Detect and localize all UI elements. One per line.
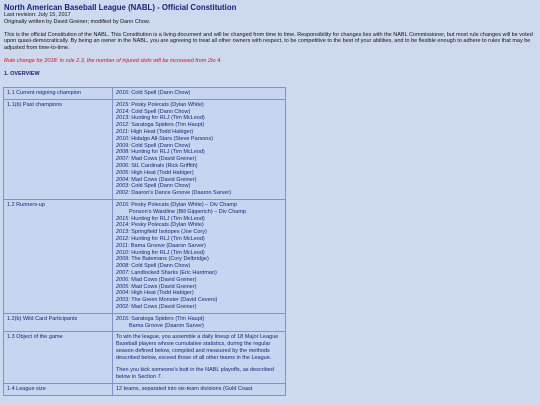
entry-team: Mad Cows (David Greiner): [129, 276, 197, 283]
entry-team: Pesky Polecats (Dylan White) – Div Champ: [129, 201, 238, 208]
list-item: [116, 156, 282, 163]
entry-year: 2012:: [116, 122, 130, 129]
list-item: [116, 90, 282, 97]
overview-table: [3, 87, 286, 396]
entry-team: Hunting for RLJ (Tim McLeod): [129, 215, 205, 222]
row-label: 1.1(b) Past champions: [4, 99, 113, 199]
list-item: [116, 304, 282, 311]
table-row: [4, 384, 286, 396]
list-item: [116, 190, 282, 197]
list-item: [116, 270, 282, 277]
runners-up-cell: [113, 199, 286, 313]
list-item: [116, 243, 282, 250]
entry-year: 2014:: [116, 222, 130, 229]
entry-year: 2016:: [116, 201, 130, 208]
cell-paragraph: 12 teams, separated into six-team divisions (Gold Coast: [116, 386, 253, 393]
entry-year: 2015:: [116, 215, 130, 222]
entry-team: Saratoga Spiders (Tim Haupt): [129, 315, 205, 322]
entry-year: 2003:: [116, 183, 130, 190]
entry-team: Pesky Polecats (Dylan White): [129, 222, 204, 229]
current-champion-cell: [113, 88, 286, 100]
entry-year: 2015:: [116, 101, 130, 108]
entry-year: 2009:: [116, 256, 130, 263]
entry-year: 2007:: [116, 269, 130, 276]
list-item: [116, 129, 282, 136]
table-row: [4, 99, 286, 199]
entry-year: 2007:: [116, 156, 130, 163]
entry-year: 2005:: [116, 169, 130, 176]
entry-year: 2006:: [116, 162, 130, 169]
cell-paragraph: To win the league, you assemble a daily lineup of 18 Major League Baseball players whose cumulative statistics, during the regular season defined below, compiled and measured by the methods described below, exceed those of all other teams in the League.: [116, 334, 279, 361]
intro-paragraph: This is the official Constitution of the NABL. This Constitution is a living document and will be changed from time to time. Responsibility for changes lies with the NABL Commissioner, but most rule changes will be voted upon quasi-democratically. By being an owner in the NABL, you are agreeing to treat all other owners with respect, to be competitive to the best of your abilities, and to be flexible enough to adhere to rules that may be adjusted from time-to-time.: [4, 31, 533, 52]
list-item: [116, 115, 282, 122]
entry-team: Cold Spell (Dann Chow): [129, 142, 191, 149]
entry-team: Mad Cows (David Greiner): [129, 303, 197, 310]
list-item: [116, 149, 282, 156]
author-credit: Originally written by David Greiner; modified by Dann Chow.: [4, 18, 151, 25]
entry-team: Ponson's Waistline (Bill Gipperich) – Div Champ: [129, 208, 246, 215]
entry-team: Hunting for RLJ (Tim McLeod): [129, 249, 205, 256]
list-item: [116, 222, 282, 229]
section-heading: 1. OVERVIEW: [4, 70, 40, 77]
entry-year: 2003:: [116, 297, 130, 304]
entry-team: Mad Cows (David Greiner): [129, 176, 197, 183]
entry-team: Saratoga Spiders (Tim Haupt): [129, 122, 205, 129]
entry-year: 2004:: [116, 290, 130, 297]
page-title: North American Baseball League (NABL) - Official Constitution: [4, 3, 237, 12]
list-item: [116, 209, 282, 216]
entry-year: 2010:: [116, 135, 130, 142]
entry-team: Daaron's Dance Groove (Daaron Sarver): [129, 190, 232, 197]
list-item: [116, 163, 282, 170]
list-item: [116, 136, 282, 143]
list-item: [116, 170, 282, 177]
table-row: [4, 88, 286, 100]
entry-team: High Heat (Todd Habiger): [129, 169, 194, 176]
list-item: [116, 297, 282, 304]
entry-team: Cold Spell (Dann Chow): [129, 90, 191, 96]
list-item: [116, 263, 282, 270]
entry-team: Bama Groove (Daaron Sarver): [129, 322, 204, 329]
list-item: [116, 290, 282, 297]
entry-team: Hunting for RLJ (Tim McLeod): [129, 115, 205, 122]
entry-team: Mad Cows (David Greiner): [129, 283, 197, 290]
table-row: [4, 199, 286, 313]
list-item: [116, 183, 282, 190]
entry-year: 2005:: [116, 283, 130, 290]
list-item: [116, 122, 282, 129]
entry-year: 2012:: [116, 235, 130, 242]
list-item: [116, 202, 282, 209]
table-row: [4, 313, 286, 332]
entry-year: 2004:: [116, 176, 130, 183]
document-page: [4, 3, 536, 78]
wild-card-cell: [113, 313, 286, 332]
list-item: [116, 109, 282, 116]
entry-team: Hunting for RLJ (Tim McLeod): [129, 149, 205, 156]
entry-year: 2013:: [116, 229, 130, 236]
entry-year: 2002:: [116, 190, 130, 197]
entry-year: 2011:: [116, 242, 130, 249]
entry-team: Cold Spell (Dann Chow): [129, 263, 191, 270]
list-item: [116, 236, 282, 243]
entry-team: Cold Spell (Dann Chow): [129, 108, 191, 115]
entry-team: Mad Cows (David Greiner): [129, 156, 197, 163]
cell-paragraph: Then you kick someone's butt in the NABL playoffs, as described below in Section 7.: [116, 367, 274, 381]
entry-team: Springfield Isotopes (Joe Cory): [129, 229, 207, 236]
entry-team: High Heat (Todd Habiger): [129, 128, 194, 135]
rule-change-note: Rule change for 2018: in rule 2.3, the number of injured slots will be increased from 2to 4.: [4, 57, 222, 64]
entry-team: StL Cardinals (Rick Griffith): [129, 162, 198, 169]
table-row: [4, 332, 286, 384]
list-item: [116, 323, 282, 330]
entry-year: 2013:: [116, 115, 130, 122]
row-label: 1.2(b) Wild Card Participants: [4, 313, 113, 332]
list-item: [116, 256, 282, 263]
entry-year: 2016:: [116, 315, 130, 322]
entry-year: 2008:: [116, 149, 130, 156]
row-label: 1.1 Current reigning champion: [4, 88, 113, 100]
list-item: [116, 177, 282, 184]
list-item: [116, 277, 282, 284]
last-revision: Last revision: July 15, 2017: [4, 12, 71, 18]
entry-team: Hunting for RLJ (Tim McLeod): [129, 235, 205, 242]
entry-year: 2006:: [116, 276, 130, 283]
entry-team: Cold Spell (Dann Chow): [129, 183, 191, 190]
row-label: 1.3 Object of the game: [4, 332, 113, 384]
row-label: 1.2 Runners-up: [4, 199, 113, 313]
entry-team: Bama Groove (Daaron Sarver): [129, 242, 206, 249]
league-size-cell: [113, 384, 286, 396]
list-item: [116, 316, 282, 323]
entry-year: 2008:: [116, 263, 130, 270]
list-item: [116, 143, 282, 150]
entry-year: 2002:: [116, 303, 130, 310]
row-label: 1.4 League size: [4, 384, 113, 396]
object-of-game-cell: [113, 332, 286, 384]
entry-year: 2009:: [116, 142, 130, 149]
entry-year: 2014:: [116, 108, 130, 115]
list-item: [116, 284, 282, 291]
entry-year: 2011:: [116, 128, 130, 135]
list-item: [116, 229, 282, 236]
list-item: [116, 250, 282, 257]
list-item: [116, 102, 282, 109]
entry-team: Hidalgo All-Stars (Steve Parsons): [129, 135, 213, 142]
entry-team: High Heat (Todd Habiger): [129, 290, 194, 297]
entry-team: Pesky Polecats (Dylan White): [129, 101, 204, 108]
entry-team: Landlocked Sharks (Eric Hardman): [129, 269, 217, 276]
past-champions-cell: [113, 99, 286, 199]
list-item: [116, 216, 282, 223]
entry-team: The Batemans (Cory Delbridge): [129, 256, 209, 263]
entry-year: 2010:: [116, 249, 130, 256]
entry-team: The Green Monster (David Cevero): [129, 297, 218, 304]
entry-year: 2016:: [116, 90, 130, 96]
